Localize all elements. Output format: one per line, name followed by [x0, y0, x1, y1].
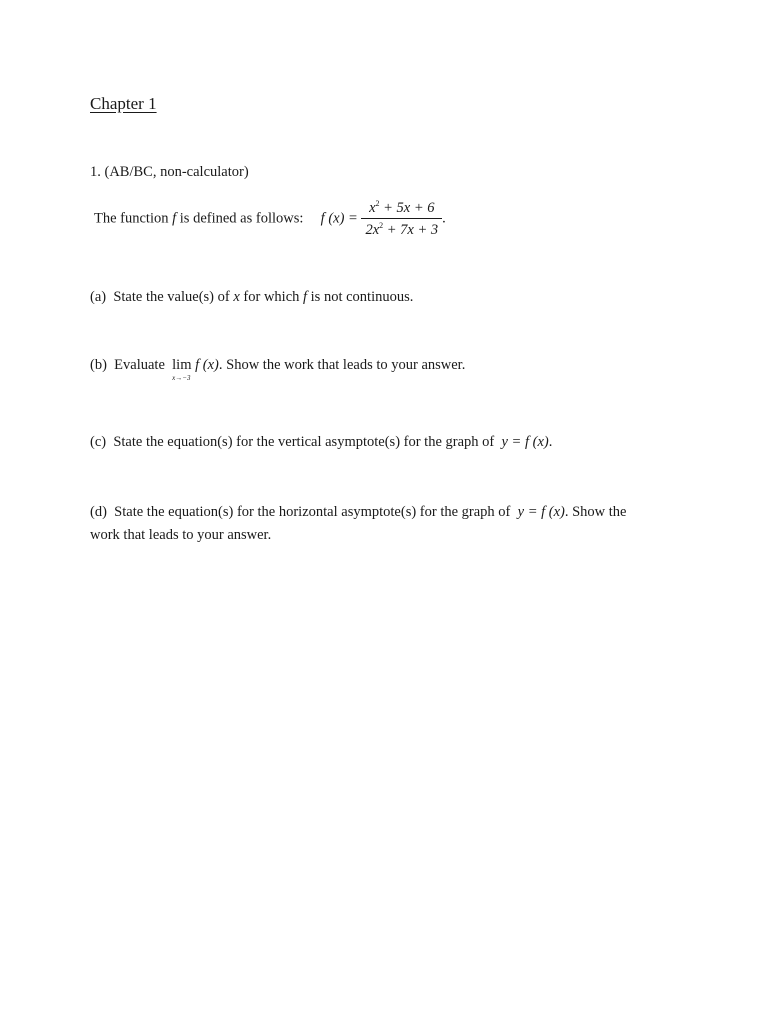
function-name: f [172, 210, 177, 227]
fraction-denominator: $2x^2 + 7x + 3$ [365, 221, 439, 238]
function-definition [94, 199, 446, 239]
limit-subscript: x→−3 [172, 374, 191, 382]
fraction-numerator: $x^2 + 5x + 6$ [361, 199, 442, 219]
part-a: (a) State the value(s) of x for which f is not continuous. [90, 289, 414, 305]
part-a-label: (a) [90, 289, 107, 305]
part-d-continued: work that leads to your answer. [90, 527, 272, 543]
rational-function-fraction [361, 199, 442, 239]
function-lhs: f (x) = [320, 210, 358, 227]
intro-suffix: is defined as follows: [176, 210, 304, 227]
part-d: (d) State the equation(s) for the horizontal asymptote(s) for the graph of y = f (x). Show the [90, 504, 627, 520]
problem-header: 1. (AB/BC, non-calculator) [90, 164, 249, 180]
part-b-label: (b) [90, 357, 107, 373]
chapter-title: Chapter 1 [90, 94, 157, 113]
part-d-label: (d) [90, 504, 107, 520]
part-c: (c) State the equation(s) for the vertical asymptote(s) for the graph of y = f (x). [90, 434, 553, 450]
definition-period: . [442, 210, 446, 227]
part-c-label: (c) [90, 434, 107, 450]
intro-prefix: The function [94, 210, 173, 227]
limit-expression: lim x→−3 [172, 357, 192, 382]
part-b: (b) Evaluate lim x→−3 f (x). Show the work that leads to your answer. [90, 357, 466, 382]
